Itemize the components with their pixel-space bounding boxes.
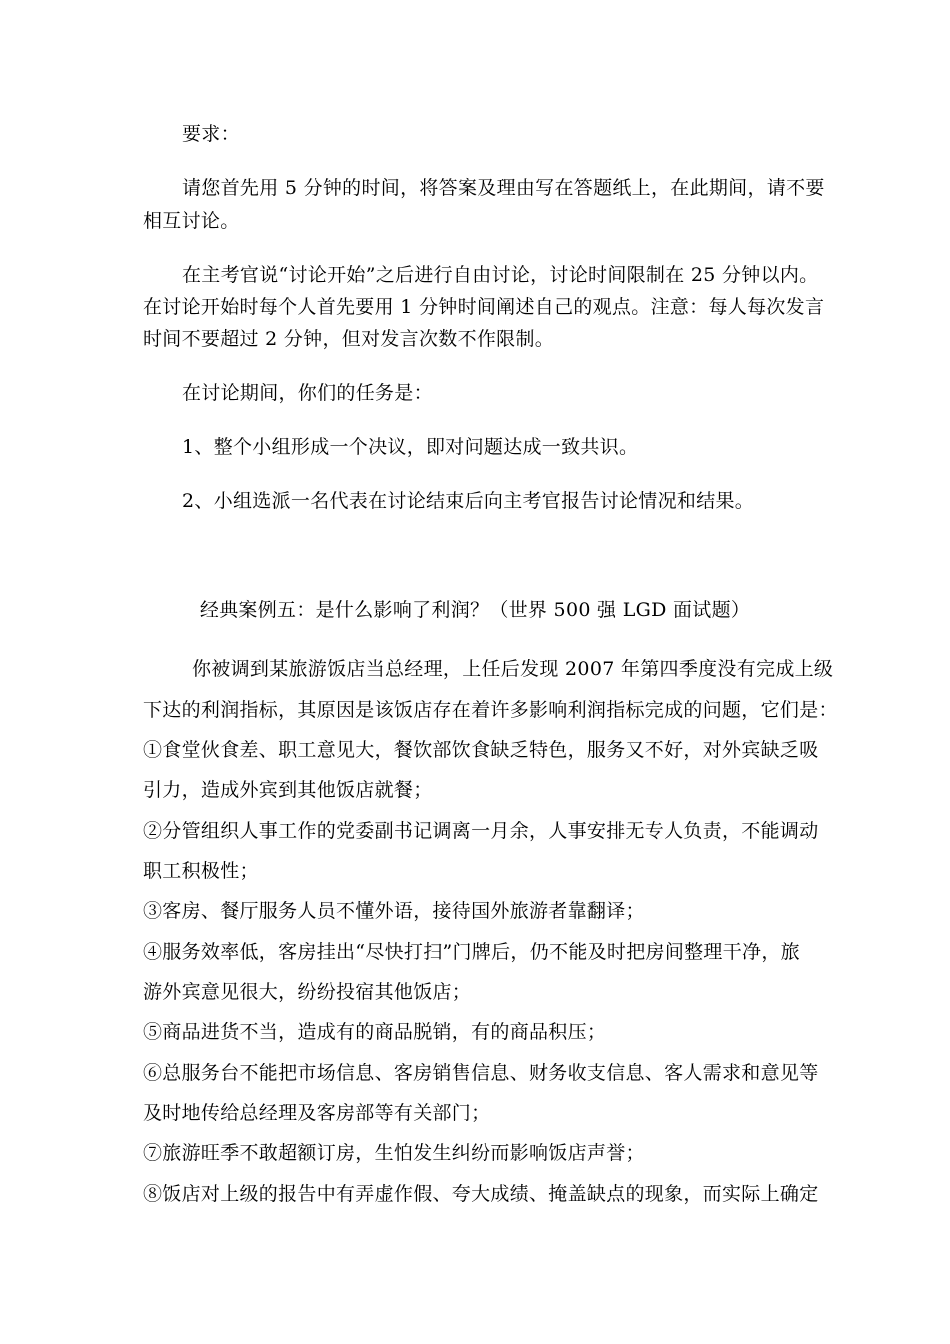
case-item-line: ⑧饭店对上级的报告中有弄虚作假、夸大成绩、掩盖缺点的现象，而实际上确定 bbox=[143, 1183, 819, 1205]
requirements-paragraph-1-line-2: 相互讨论。 bbox=[143, 210, 240, 232]
case-item-line: ⑦旅游旺季不敢超额订房，生怕发生纠纷而影响饭店声誉； bbox=[143, 1142, 645, 1164]
case-item-line: 及时地传给总经理及客房部等有关部门； bbox=[143, 1102, 491, 1124]
task-item-1: 1、整个小组形成一个决议，即对问题达成一致共识。 bbox=[182, 436, 639, 458]
requirements-paragraph-2-line-1: 在主考官说“讨论开始”之后进行自由讨论，讨论时间限制在 25 分钟以内。 bbox=[182, 264, 819, 286]
requirements-paragraph-2-line-3: 时间不要超过 2 分钟，但对发言次数不作限制。 bbox=[143, 328, 555, 350]
case-item-line: ②分管组织人事工作的党委副书记调离一月余，人事安排无专人负责，不能调动 bbox=[143, 820, 819, 842]
case-item-line: ①食堂伙食差、职工意见大，餐饮部饮食缺乏特色，服务又不好，对外宾缺乏吸 bbox=[143, 739, 819, 761]
case-item-line: ⑤商品进货不当，造成有的商品脱销，有的商品积压； bbox=[143, 1021, 607, 1043]
task-intro: 在讨论期间，你们的任务是： bbox=[182, 382, 433, 404]
case-item-line: ④服务效率低，客房挂出“尽快打扫”门牌后，仍不能及时把房间整理干净，旅 bbox=[143, 941, 800, 963]
case-item-line: ③客房、餐厅服务人员不懂外语，接待国外旅游者靠翻译； bbox=[143, 900, 645, 922]
requirements-paragraph-2-line-2: 在讨论开始时每个人首先要用 1 分钟时间阐述自己的观点。注意：每人每次发言 bbox=[143, 296, 825, 318]
case-item-line: ⑥总服务台不能把市场信息、客房销售信息、财务收支信息、客人需求和意见等 bbox=[143, 1062, 819, 1084]
case-intro-line-1: 你被调到某旅游饭店当总经理，上任后发现 2007 年第四季度没有完成上级 bbox=[192, 658, 834, 680]
requirements-paragraph-1-line-1: 请您首先用 5 分钟的时间，将答案及理由写在答题纸上，在此期间，请不要 bbox=[182, 177, 825, 199]
case-intro-line-2: 下达的利润指标，其原因是该饭店存在着许多影响利润指标完成的问题，它们是： bbox=[143, 699, 838, 721]
requirements-heading: 要求： bbox=[182, 123, 240, 145]
case-item-line: 职工积极性； bbox=[143, 860, 259, 882]
case-item-line: 游外宾意见很大，纷纷投宿其他饭店； bbox=[143, 981, 472, 1003]
task-item-2: 2、小组选派一名代表在讨论结束后向主考官报告讨论情况和结果。 bbox=[182, 490, 755, 512]
case-item-line: 引力，造成外宾到其他饭店就餐； bbox=[143, 779, 433, 801]
case-title: 经典案例五：是什么影响了利润？（世界 500 强 LGD 面试题） bbox=[199, 599, 751, 621]
